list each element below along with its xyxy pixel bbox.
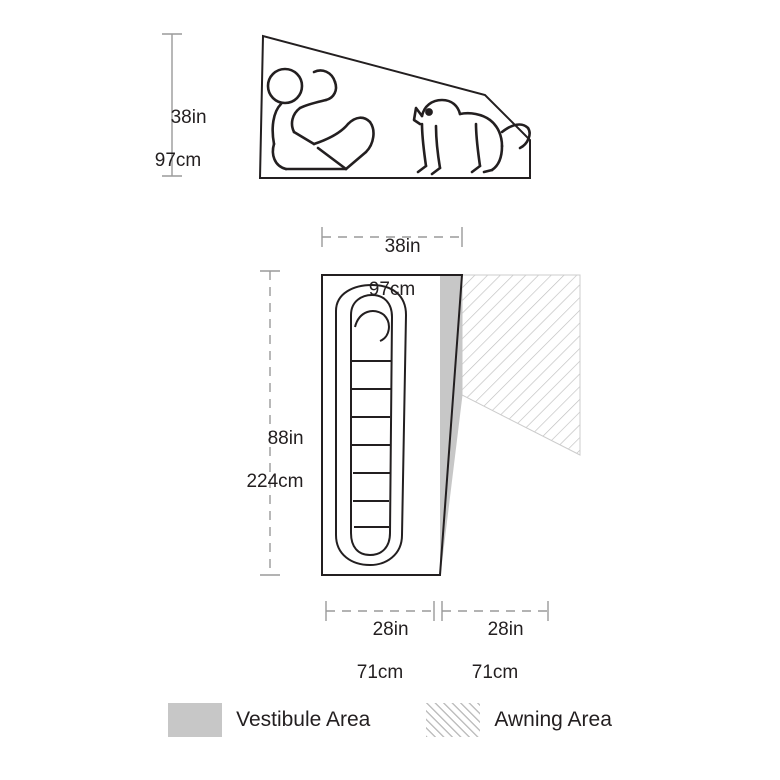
side-elevation-view bbox=[150, 20, 710, 220]
legend-label-vestibule: Vestibule Area bbox=[236, 708, 371, 731]
legend bbox=[0, 690, 780, 750]
legend-item-vestibule bbox=[168, 703, 370, 737]
vestibule-swatch bbox=[168, 703, 222, 737]
height-inches: 38in bbox=[170, 107, 207, 129]
width-inches: 38in bbox=[384, 236, 421, 258]
length-cm: 224cm bbox=[246, 470, 304, 492]
vestibule-width-inches: 28in bbox=[487, 619, 524, 641]
length-dimension-label bbox=[215, 407, 335, 535]
vestibule-width-cm: 71cm bbox=[471, 661, 519, 683]
width-dimension-label bbox=[337, 215, 447, 343]
length-inches: 88in bbox=[267, 428, 304, 450]
floor-width-cm: 71cm bbox=[356, 661, 404, 683]
dog-figure bbox=[414, 100, 530, 174]
height-dimension-label bbox=[133, 86, 223, 214]
legend-item-awning bbox=[426, 703, 612, 737]
awning-swatch bbox=[426, 703, 480, 737]
floor-width-inches: 28in bbox=[372, 619, 409, 641]
width-cm: 97cm bbox=[368, 278, 416, 300]
legend-label-awning: Awning Area bbox=[494, 708, 612, 731]
height-cm: 97cm bbox=[154, 149, 202, 171]
person-figure bbox=[268, 69, 373, 169]
awning-area bbox=[462, 275, 580, 455]
